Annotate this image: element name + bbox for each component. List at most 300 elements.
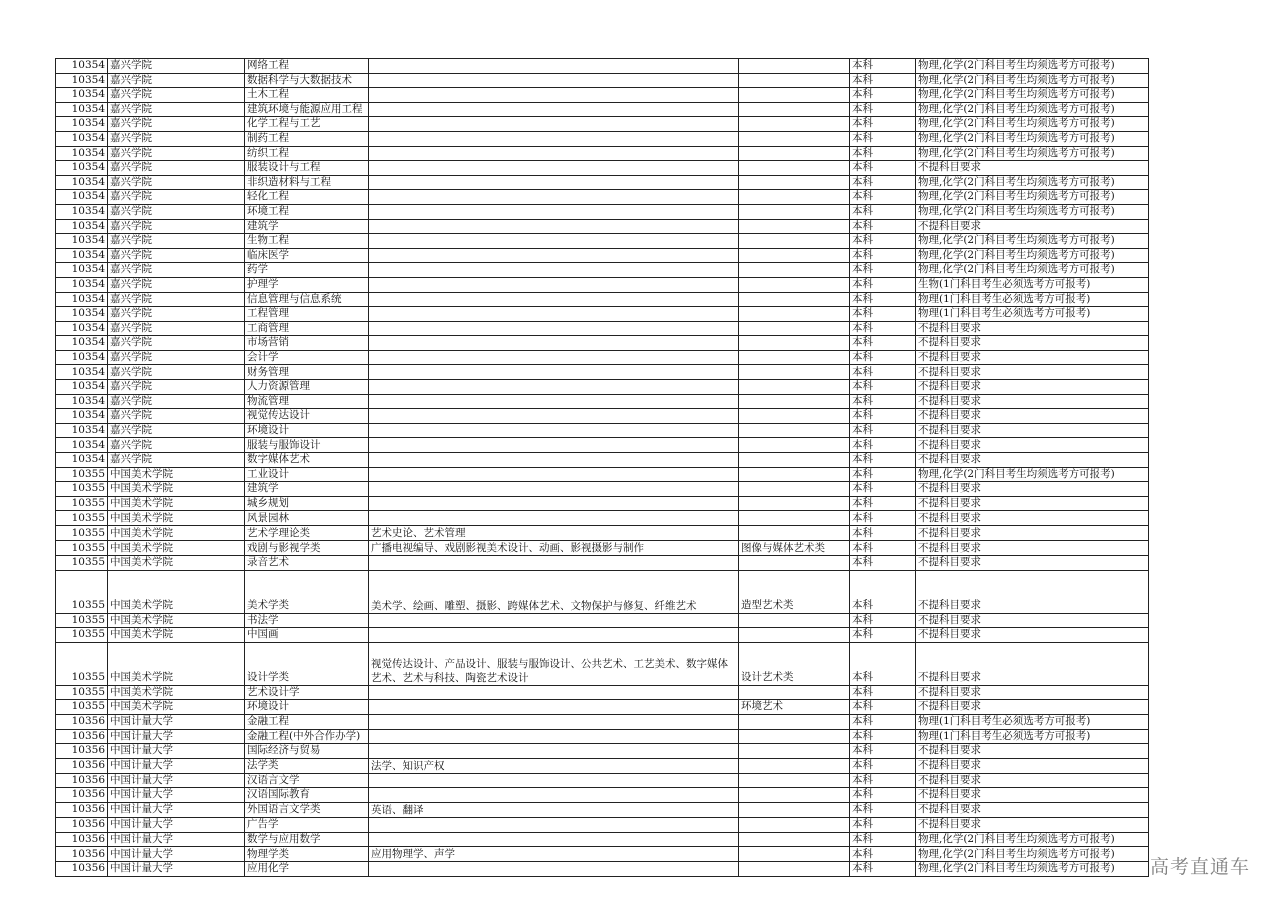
school-code-cell: 10355	[56, 613, 108, 628]
category-cell	[739, 394, 850, 409]
included-majors-cell	[369, 277, 739, 292]
subject-requirement-cell: 物理,化学(2门科目考生均须选考方可报考)	[916, 248, 1149, 263]
school-code-cell: 10354	[56, 175, 108, 190]
included-majors-cell	[369, 336, 739, 351]
level-cell: 本科	[850, 613, 916, 628]
school-code-cell: 10356	[56, 729, 108, 744]
school-name-cell: 中国美术学院	[108, 541, 245, 556]
category-cell	[739, 714, 850, 729]
included-majors-cell	[369, 234, 739, 249]
level-cell: 本科	[850, 847, 916, 862]
table-row	[56, 102, 1149, 117]
category-cell	[739, 628, 850, 643]
category-cell	[739, 511, 850, 526]
table-row	[56, 161, 1149, 176]
major-name-cell: 法学类	[245, 758, 369, 773]
subject-requirement-cell: 不提科目要求	[916, 802, 1149, 817]
level-cell: 本科	[850, 642, 916, 685]
included-majors-cell	[369, 131, 739, 146]
school-name-cell: 中国计量大学	[108, 802, 245, 817]
major-name-cell: 建筑学	[245, 482, 369, 497]
table-row	[56, 729, 1149, 744]
school-name-cell: 中国计量大学	[108, 832, 245, 847]
included-majors-cell	[369, 423, 739, 438]
category-cell	[739, 788, 850, 803]
table-row	[56, 423, 1149, 438]
school-name-cell: 嘉兴学院	[108, 88, 245, 103]
subject-requirement-cell: 物理,化学(2门科目考生均须选考方可报考)	[916, 204, 1149, 219]
school-code-cell: 10354	[56, 59, 108, 74]
level-cell: 本科	[850, 423, 916, 438]
category-cell	[739, 847, 850, 862]
school-code-cell: 10354	[56, 438, 108, 453]
subject-requirement-cell: 不提科目要求	[916, 350, 1149, 365]
included-majors-cell: 英语、翻译	[369, 802, 739, 817]
included-majors-cell	[369, 511, 739, 526]
major-name-cell: 美术学类	[245, 570, 369, 613]
school-code-cell: 10355	[56, 526, 108, 541]
category-cell	[739, 146, 850, 161]
school-code-cell: 10354	[56, 423, 108, 438]
included-majors-cell	[369, 263, 739, 278]
included-majors-cell	[369, 729, 739, 744]
table-row	[56, 628, 1149, 643]
category-cell	[739, 832, 850, 847]
level-cell: 本科	[850, 350, 916, 365]
category-cell	[739, 482, 850, 497]
included-majors-cell: 广播电视编导、戏剧影视美术设计、动画、影视摄影与制作	[369, 541, 739, 556]
subject-requirement-cell: 物理,化学(2门科目考生均须选考方可报考)	[916, 59, 1149, 74]
subject-requirement-cell: 不提科目要求	[916, 453, 1149, 468]
subject-requirement-cell: 不提科目要求	[916, 423, 1149, 438]
school-code-cell: 10354	[56, 190, 108, 205]
subject-requirement-cell: 不提科目要求	[916, 482, 1149, 497]
subject-requirement-cell: 物理,化学(2门科目考生均须选考方可报考)	[916, 832, 1149, 847]
table-row	[56, 541, 1149, 556]
subject-requirement-cell: 不提科目要求	[916, 700, 1149, 715]
category-cell	[739, 175, 850, 190]
included-majors-cell: 法学、知识产权	[369, 758, 739, 773]
included-majors-cell	[369, 365, 739, 380]
table-body	[56, 59, 1149, 877]
subject-requirement-cell: 物理,化学(2门科目考生均须选考方可报考)	[916, 190, 1149, 205]
table-row	[56, 117, 1149, 132]
school-code-cell: 10354	[56, 102, 108, 117]
included-majors-cell	[369, 832, 739, 847]
included-majors-cell	[369, 350, 739, 365]
school-code-cell: 10356	[56, 788, 108, 803]
school-code-cell: 10355	[56, 700, 108, 715]
level-cell: 本科	[850, 744, 916, 759]
category-cell	[739, 234, 850, 249]
level-cell: 本科	[850, 714, 916, 729]
category-cell: 图像与媒体艺术类	[739, 541, 850, 556]
major-name-cell: 艺术设计学	[245, 685, 369, 700]
category-cell	[739, 73, 850, 88]
school-code-cell: 10354	[56, 336, 108, 351]
school-code-cell: 10354	[56, 161, 108, 176]
category-cell	[739, 59, 850, 74]
category-cell	[739, 102, 850, 117]
school-code-cell: 10356	[56, 817, 108, 832]
major-name-cell: 金融工程(中外合作办学)	[245, 729, 369, 744]
major-name-cell: 录音艺术	[245, 556, 369, 571]
level-cell: 本科	[850, 365, 916, 380]
included-majors-cell	[369, 467, 739, 482]
major-name-cell: 人力资源管理	[245, 380, 369, 395]
school-name-cell: 中国美术学院	[108, 482, 245, 497]
subject-requirement-cell: 物理,化学(2门科目考生均须选考方可报考)	[916, 117, 1149, 132]
major-name-cell: 数据科学与大数据技术	[245, 73, 369, 88]
school-code-cell: 10354	[56, 146, 108, 161]
level-cell: 本科	[850, 453, 916, 468]
school-code-cell: 10355	[56, 556, 108, 571]
major-requirements-table	[55, 58, 1149, 877]
included-majors-cell	[369, 862, 739, 877]
subject-requirement-cell: 物理,化学(2门科目考生均须选考方可报考)	[916, 146, 1149, 161]
table-row	[56, 277, 1149, 292]
table-row	[56, 292, 1149, 307]
category-cell	[739, 350, 850, 365]
major-name-cell: 戏剧与影视学类	[245, 541, 369, 556]
major-name-cell: 城乡规划	[245, 496, 369, 511]
table-row	[56, 453, 1149, 468]
subject-requirement-cell: 生物(1门科目考生必须选考方可报考)	[916, 277, 1149, 292]
major-name-cell: 网络工程	[245, 59, 369, 74]
school-code-cell: 10354	[56, 380, 108, 395]
major-name-cell: 工业设计	[245, 467, 369, 482]
level-cell: 本科	[850, 131, 916, 146]
table-row	[56, 73, 1149, 88]
subject-requirement-cell: 不提科目要求	[916, 570, 1149, 613]
school-name-cell: 中国美术学院	[108, 685, 245, 700]
school-code-cell: 10355	[56, 628, 108, 643]
school-name-cell: 中国美术学院	[108, 613, 245, 628]
level-cell: 本科	[850, 102, 916, 117]
category-cell	[739, 380, 850, 395]
school-name-cell: 嘉兴学院	[108, 102, 245, 117]
school-code-cell: 10354	[56, 131, 108, 146]
major-name-cell: 非织造材料与工程	[245, 175, 369, 190]
included-majors-cell	[369, 409, 739, 424]
school-code-cell: 10354	[56, 263, 108, 278]
table-row	[56, 496, 1149, 511]
school-name-cell: 嘉兴学院	[108, 234, 245, 249]
category-cell	[739, 321, 850, 336]
included-majors-cell	[369, 161, 739, 176]
category-cell	[739, 467, 850, 482]
included-majors-cell	[369, 59, 739, 74]
category-cell	[739, 131, 850, 146]
category-cell	[739, 277, 850, 292]
included-majors-cell	[369, 453, 739, 468]
school-code-cell: 10356	[56, 847, 108, 862]
category-cell	[739, 496, 850, 511]
table-row	[56, 556, 1149, 571]
school-name-cell: 嘉兴学院	[108, 219, 245, 234]
table-row	[56, 802, 1149, 817]
included-majors-cell: 美术学、绘画、雕塑、摄影、跨媒体艺术、文物保护与修复、纤维艺术	[369, 570, 739, 613]
category-cell	[739, 773, 850, 788]
school-name-cell: 嘉兴学院	[108, 321, 245, 336]
school-name-cell: 嘉兴学院	[108, 146, 245, 161]
school-code-cell: 10354	[56, 365, 108, 380]
school-code-cell: 10356	[56, 714, 108, 729]
school-name-cell: 中国美术学院	[108, 467, 245, 482]
category-cell	[739, 263, 850, 278]
table-row	[56, 394, 1149, 409]
school-name-cell: 中国美术学院	[108, 628, 245, 643]
major-name-cell: 风景园林	[245, 511, 369, 526]
included-majors-cell	[369, 292, 739, 307]
level-cell: 本科	[850, 204, 916, 219]
school-name-cell: 中国美术学院	[108, 556, 245, 571]
included-majors-cell	[369, 102, 739, 117]
subject-requirement-cell: 不提科目要求	[916, 161, 1149, 176]
level-cell: 本科	[850, 862, 916, 877]
subject-requirement-cell: 物理,化学(2门科目考生均须选考方可报考)	[916, 73, 1149, 88]
subject-requirement-cell: 不提科目要求	[916, 394, 1149, 409]
category-cell	[739, 758, 850, 773]
included-majors-cell: 视觉传达设计、产品设计、服装与服饰设计、公共艺术、工艺美术、数字媒体艺术、艺术与科技、陶瓷艺术设计	[369, 642, 739, 685]
level-cell: 本科	[850, 175, 916, 190]
school-name-cell: 中国美术学院	[108, 570, 245, 613]
major-name-cell: 财务管理	[245, 365, 369, 380]
major-name-cell: 化学工程与工艺	[245, 117, 369, 132]
subject-requirement-cell: 不提科目要求	[916, 788, 1149, 803]
school-code-cell: 10354	[56, 350, 108, 365]
level-cell: 本科	[850, 380, 916, 395]
table-row	[56, 862, 1149, 877]
subject-requirement-cell: 物理,化学(2门科目考生均须选考方可报考)	[916, 862, 1149, 877]
subject-requirement-cell: 物理,化学(2门科目考生均须选考方可报考)	[916, 847, 1149, 862]
school-code-cell: 10354	[56, 453, 108, 468]
major-name-cell: 外国语言文学类	[245, 802, 369, 817]
subject-requirement-cell: 不提科目要求	[916, 380, 1149, 395]
major-name-cell: 艺术学理论类	[245, 526, 369, 541]
subject-requirement-cell: 不提科目要求	[916, 219, 1149, 234]
level-cell: 本科	[850, 788, 916, 803]
major-name-cell: 会计学	[245, 350, 369, 365]
table-row	[56, 146, 1149, 161]
subject-requirement-cell: 物理(1门科目考生必须选考方可报考)	[916, 292, 1149, 307]
included-majors-cell	[369, 204, 739, 219]
subject-requirement-cell: 不提科目要求	[916, 526, 1149, 541]
included-majors-cell	[369, 88, 739, 103]
school-name-cell: 中国计量大学	[108, 729, 245, 744]
included-majors-cell	[369, 700, 739, 715]
level-cell: 本科	[850, 556, 916, 571]
table-row	[56, 511, 1149, 526]
included-majors-cell	[369, 73, 739, 88]
major-name-cell: 建筑学	[245, 219, 369, 234]
included-majors-cell	[369, 744, 739, 759]
category-cell	[739, 556, 850, 571]
level-cell: 本科	[850, 438, 916, 453]
table-row	[56, 365, 1149, 380]
school-code-cell: 10355	[56, 511, 108, 526]
major-name-cell: 应用化学	[245, 862, 369, 877]
school-name-cell: 中国美术学院	[108, 526, 245, 541]
level-cell: 本科	[850, 773, 916, 788]
major-name-cell: 制药工程	[245, 131, 369, 146]
major-name-cell: 数学与应用数学	[245, 832, 369, 847]
major-name-cell: 环境工程	[245, 204, 369, 219]
category-cell	[739, 613, 850, 628]
level-cell: 本科	[850, 685, 916, 700]
category-cell	[739, 817, 850, 832]
school-code-cell: 10355	[56, 570, 108, 613]
major-name-cell: 纺织工程	[245, 146, 369, 161]
level-cell: 本科	[850, 832, 916, 847]
subject-requirement-cell: 物理,化学(2门科目考生均须选考方可报考)	[916, 263, 1149, 278]
subject-requirement-cell: 不提科目要求	[916, 365, 1149, 380]
school-code-cell: 10354	[56, 204, 108, 219]
level-cell: 本科	[850, 219, 916, 234]
school-name-cell: 中国计量大学	[108, 758, 245, 773]
school-name-cell: 嘉兴学院	[108, 248, 245, 263]
category-cell	[739, 161, 850, 176]
category-cell	[739, 862, 850, 877]
subject-requirement-cell: 物理,化学(2门科目考生均须选考方可报考)	[916, 234, 1149, 249]
school-code-cell: 10354	[56, 409, 108, 424]
school-code-cell: 10354	[56, 321, 108, 336]
level-cell: 本科	[850, 321, 916, 336]
subject-requirement-cell: 不提科目要求	[916, 511, 1149, 526]
major-name-cell: 临床医学	[245, 248, 369, 263]
category-cell: 设计艺术类	[739, 642, 850, 685]
subject-requirement-cell: 物理,化学(2门科目考生均须选考方可报考)	[916, 175, 1149, 190]
level-cell: 本科	[850, 817, 916, 832]
table-row	[56, 613, 1149, 628]
school-code-cell: 10356	[56, 744, 108, 759]
subject-requirement-cell: 不提科目要求	[916, 758, 1149, 773]
table-row	[56, 190, 1149, 205]
subject-requirement-cell: 不提科目要求	[916, 541, 1149, 556]
included-majors-cell	[369, 788, 739, 803]
school-code-cell: 10355	[56, 541, 108, 556]
subject-requirement-cell: 不提科目要求	[916, 744, 1149, 759]
category-cell	[739, 219, 850, 234]
school-name-cell: 中国计量大学	[108, 788, 245, 803]
major-name-cell: 生物工程	[245, 234, 369, 249]
category-cell	[739, 685, 850, 700]
level-cell: 本科	[850, 511, 916, 526]
included-majors-cell	[369, 714, 739, 729]
included-majors-cell	[369, 146, 739, 161]
table-row	[56, 685, 1149, 700]
school-code-cell: 10355	[56, 496, 108, 511]
school-name-cell: 嘉兴学院	[108, 453, 245, 468]
subject-requirement-cell: 不提科目要求	[916, 685, 1149, 700]
school-name-cell: 嘉兴学院	[108, 307, 245, 322]
school-name-cell: 嘉兴学院	[108, 336, 245, 351]
included-majors-cell	[369, 190, 739, 205]
category-cell	[739, 336, 850, 351]
school-name-cell: 嘉兴学院	[108, 277, 245, 292]
level-cell: 本科	[850, 146, 916, 161]
school-name-cell: 中国美术学院	[108, 511, 245, 526]
category-cell	[739, 248, 850, 263]
category-cell	[739, 365, 850, 380]
school-name-cell: 嘉兴学院	[108, 409, 245, 424]
school-code-cell: 10354	[56, 277, 108, 292]
subject-requirement-cell: 物理(1门科目考生必须选考方可报考)	[916, 307, 1149, 322]
category-cell	[739, 88, 850, 103]
level-cell: 本科	[850, 758, 916, 773]
school-code-cell: 10354	[56, 307, 108, 322]
school-code-cell: 10356	[56, 802, 108, 817]
level-cell: 本科	[850, 248, 916, 263]
included-majors-cell	[369, 482, 739, 497]
subject-requirement-cell: 不提科目要求	[916, 438, 1149, 453]
category-cell	[739, 409, 850, 424]
included-majors-cell	[369, 628, 739, 643]
school-code-cell: 10356	[56, 832, 108, 847]
category-cell	[739, 744, 850, 759]
major-name-cell: 护理学	[245, 277, 369, 292]
level-cell: 本科	[850, 292, 916, 307]
category-cell	[739, 453, 850, 468]
level-cell: 本科	[850, 394, 916, 409]
included-majors-cell	[369, 613, 739, 628]
included-majors-cell	[369, 685, 739, 700]
included-majors-cell	[369, 556, 739, 571]
major-name-cell: 药学	[245, 263, 369, 278]
category-cell	[739, 292, 850, 307]
included-majors-cell	[369, 321, 739, 336]
school-name-cell: 嘉兴学院	[108, 350, 245, 365]
major-name-cell: 建筑环境与能源应用工程	[245, 102, 369, 117]
school-name-cell: 中国计量大学	[108, 862, 245, 877]
level-cell: 本科	[850, 541, 916, 556]
table-row	[56, 248, 1149, 263]
included-majors-cell	[369, 496, 739, 511]
table-row	[56, 219, 1149, 234]
level-cell: 本科	[850, 59, 916, 74]
major-name-cell: 汉语国际教育	[245, 788, 369, 803]
school-name-cell: 嘉兴学院	[108, 161, 245, 176]
subject-requirement-cell: 不提科目要求	[916, 496, 1149, 511]
table-row	[56, 263, 1149, 278]
level-cell: 本科	[850, 570, 916, 613]
included-majors-cell: 艺术史论、艺术管理	[369, 526, 739, 541]
school-name-cell: 嘉兴学院	[108, 190, 245, 205]
table-row	[56, 204, 1149, 219]
major-name-cell: 物理学类	[245, 847, 369, 862]
major-name-cell: 设计学类	[245, 642, 369, 685]
category-cell: 造型艺术类	[739, 570, 850, 613]
major-name-cell: 环境设计	[245, 700, 369, 715]
school-name-cell: 嘉兴学院	[108, 175, 245, 190]
table-row	[56, 307, 1149, 322]
level-cell: 本科	[850, 496, 916, 511]
school-name-cell: 嘉兴学院	[108, 380, 245, 395]
included-majors-cell	[369, 394, 739, 409]
level-cell: 本科	[850, 802, 916, 817]
school-name-cell: 嘉兴学院	[108, 263, 245, 278]
school-code-cell: 10354	[56, 117, 108, 132]
major-name-cell: 土木工程	[245, 88, 369, 103]
category-cell: 环境艺术	[739, 700, 850, 715]
watermark-text: 高考直通车	[1149, 856, 1250, 878]
school-name-cell: 嘉兴学院	[108, 292, 245, 307]
major-name-cell: 信息管理与信息系统	[245, 292, 369, 307]
school-name-cell: 中国计量大学	[108, 847, 245, 862]
table-row	[56, 788, 1149, 803]
major-name-cell: 服装与服饰设计	[245, 438, 369, 453]
category-cell	[739, 438, 850, 453]
